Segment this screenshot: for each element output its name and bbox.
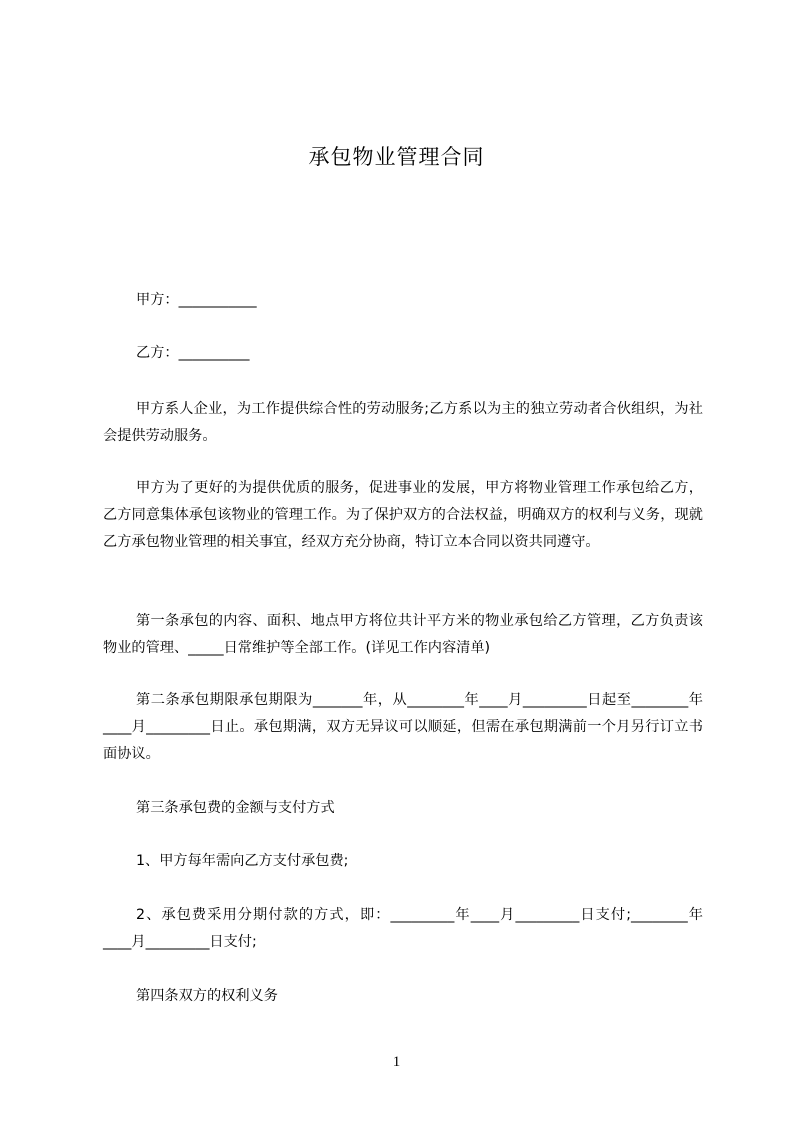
article-1: 第一条承包的内容、面积、地点甲方将位共计平方米的物业承包给乙方管理，乙方负责该物业的管理、_____日常维护等全部工作。(详见工作内容清单) <box>103 613 703 656</box>
document-title: 承包物业管理合同 <box>308 145 485 169</box>
party-a-line: 甲方：___________ <box>136 292 257 308</box>
article-3-item-1: 1、甲方每年需向乙方支付承包费; <box>136 853 349 869</box>
page-number: 1 <box>392 1054 401 1070</box>
article-3-heading: 第三条承包费的金额与支付方式 <box>136 800 335 816</box>
paragraph-parties-description: 甲方系人企业，为工作提供综合性的劳动服务;乙方系以为主的独立劳动者合伙组织，为社会提供劳动服务。 <box>103 401 703 444</box>
article-3-item-2: 2、承包费采用分期付款的方式，即：_________年____月_________日支付;________年____月_________日支付; <box>103 907 703 950</box>
paragraph-purpose: 甲方为了更好的为提供优质的服务，促进事业的发展，甲方将物业管理工作承包给乙方，乙方同意集体承包该物业的管理工作。为了保护双方的合法权益，明确双方的权利与义务，现就乙方承包物业管理的相关事宜，经双方充分协商，特订立本合同以资共同遵守。 <box>103 480 703 550</box>
article-2: 第二条承包期限承包期限为_______年，从________年____月_________日起至________年____月_________日止。承包期满，双方无异议可以顺延，但需在承包期满前一个月另行订立书面协议。 <box>103 692 703 762</box>
article-4-heading: 第四条双方的权利义务 <box>136 988 278 1004</box>
party-b-line: 乙方：__________ <box>136 345 250 361</box>
